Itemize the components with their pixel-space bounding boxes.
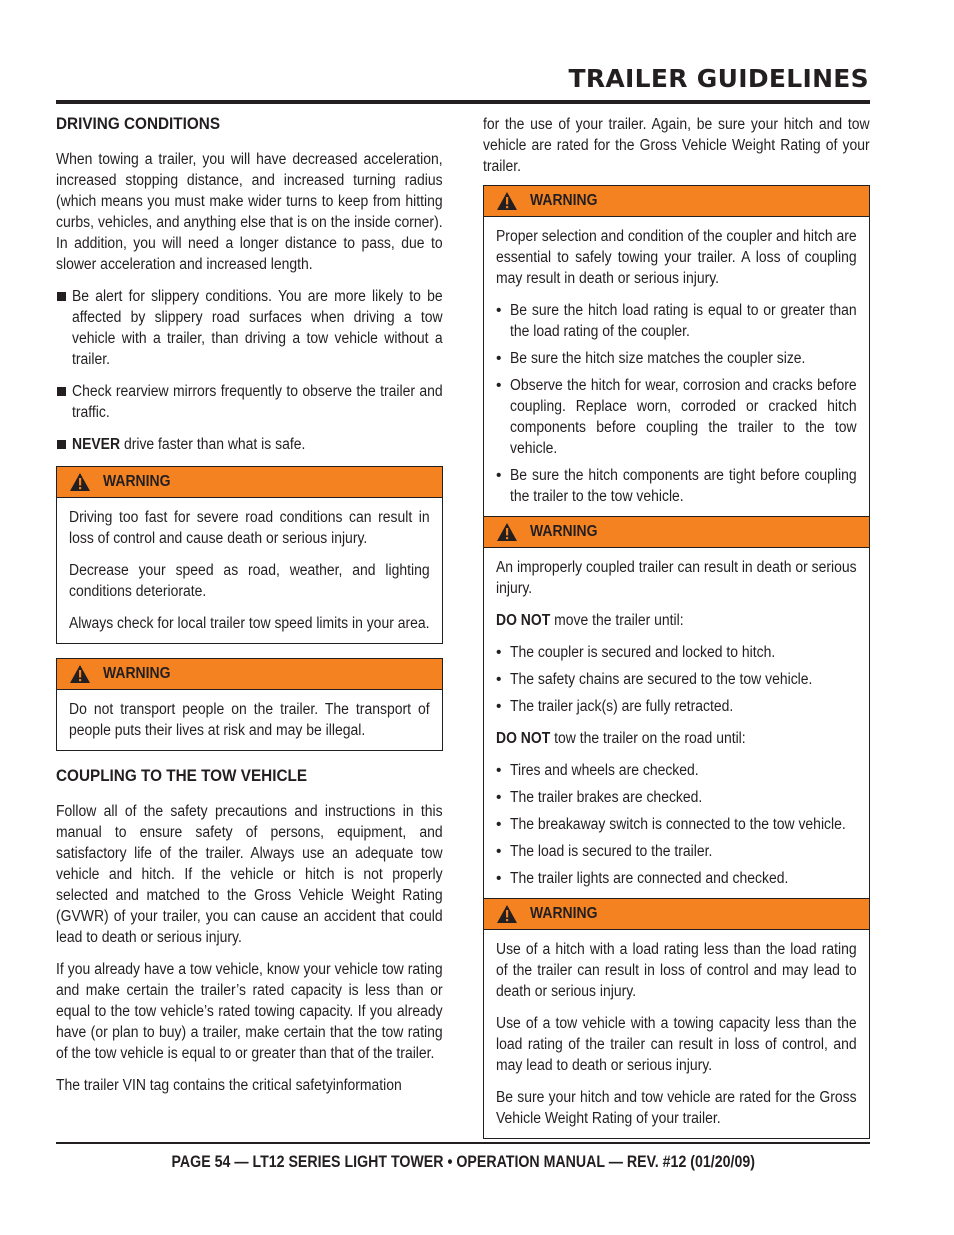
- list-item: • The trailer lights are connected and checked.: [496, 870, 789, 887]
- move-checklist: [496, 642, 857, 717]
- warning-label: WARNING: [103, 665, 171, 682]
- list-item: • Be sure the hitch size matches the coupler size.: [496, 350, 806, 367]
- list-item: • The load is secured to the trailer.: [496, 843, 713, 860]
- driving-intro: When towing a trailer, you will have decreased acceleration, increased stopping distance, and increased turning radius (which means you must make wider turns to keep from hitting curbs, vehicles, and anything else that is on the inside corner). In addition, you will need a longer distance to pass, due to slower acceleration and increased length.: [56, 151, 443, 273]
- warning-label: WARNING: [530, 905, 598, 922]
- warning-triangle-icon: [496, 904, 518, 924]
- warning-label: WARNING: [530, 523, 598, 540]
- header-rule: [56, 100, 870, 104]
- warning-label: WARNING: [103, 473, 171, 490]
- footer-rule: [56, 1142, 870, 1144]
- coupling-heading: COUPLING TO THE TOW VEHICLE: [56, 766, 308, 785]
- warning-box-people: WARNING Do not transport people on the trailer. The transport of people puts their lives at risk and may be illegal.: [56, 658, 443, 751]
- warning-bar: [484, 899, 869, 930]
- warning-box-hitch-rating: WARNING Use of a hitch with a load rating less than the load rating of the trailer can result in loss of control and may lead to death or serious injury. Use of a tow vehicle with a towing capacity less than the load rating of the trailer can result in loss of control, and may lead to death or serious injury. Be sure your hitch and tow vehicle are rated for the Gross Vehicle Weight Rating of your trailer.: [483, 898, 870, 1139]
- left-column: [56, 113, 443, 1107]
- do-not-emphasis: DO NOT: [496, 730, 551, 747]
- list-item: • The safety chains are secured to the tow vehicle.: [496, 671, 813, 688]
- square-bullet-icon: [57, 292, 66, 301]
- continuation-paragraph: for the use of your trailer. Again, be sure your hitch and tow vehicle are rated for the Gross Vehicle Weight Rating of your trailer.: [483, 116, 870, 175]
- warning-bar: [484, 517, 869, 548]
- page-footer: PAGE 54 — LT12 SERIES LIGHT TOWER • OPERATION MANUAL — REV. #12 (01/20/09): [171, 1153, 755, 1171]
- never-emphasis: NEVER: [72, 436, 121, 453]
- list-item: Be alert for slippery conditions. You are more likely to be affected by slippery road surfaces when driving a tow vehicle with a trailer, than driving a tow vehicle without a trailer.: [56, 286, 443, 370]
- warning-box-coupler: WARNING Proper selection and condition of the coupler and hitch are essential to safely towing your trailer. A loss of coupling may result in death or serious injury. • Be sure the hitch load rating is equal to or greater than the load rating of the coupler. • Be sure the hitch size matches the coupler size. • Observe the hitch for wear, corrosion and cracks before coupling. Replace worn, corroded or cracked hitch components before coupling the trailer to the tow vehicle. • Be sure the hitch components are tight before coupling the trailer to the tow vehicle.: [483, 185, 870, 517]
- warning-triangle-icon: [69, 472, 91, 492]
- tow-checklist: [496, 760, 857, 889]
- list-item: • Be sure the hitch components are tight before coupling the trailer to the tow vehicle.: [496, 467, 857, 505]
- page-title: TRAILER GUIDELINES: [568, 64, 869, 93]
- list-item: • Observe the hitch for wear, corrosion and cracks before coupling. Replace worn, corroded or cracked hitch components before coupling the trailer to the tow vehicle.: [496, 377, 857, 457]
- coupling-paragraph: The trailer VIN tag contains the critical safetyinformation: [56, 1077, 402, 1094]
- hitch-checklist: [496, 300, 857, 507]
- warning-triangle-icon: [496, 191, 518, 211]
- list-item: • The breakaway switch is connected to the tow vehicle.: [496, 816, 846, 833]
- driving-bullet-list: [56, 286, 443, 455]
- warning-triangle-icon: [496, 522, 518, 542]
- right-column: [483, 114, 870, 1153]
- coupling-paragraph: If you already have a tow vehicle, know your vehicle tow rating and make certain the trailer’s rated capacity is less than or equal to the tow vehicle’s rated towing capacity. If you already have (or plan to buy) a trailer, make certain that the tow rating of the tow vehicle is equal to or greater than that of the trailer.: [56, 961, 443, 1062]
- list-item: • Be sure the hitch load rating is equal to or greater than the load rating of the coupler.: [496, 302, 857, 340]
- square-bullet-icon: [57, 387, 66, 396]
- list-item: • The trailer brakes are checked.: [496, 789, 703, 806]
- list-item: • The coupler is secured and locked to hitch.: [496, 644, 776, 661]
- warning-box-speed: WARNING Driving too fast for severe road conditions can result in loss of control and cause death or serious injury. Decrease your speed as road, weather, and lighting conditions deteriorate. Always check for local trailer tow speed limits in your area.: [56, 466, 443, 644]
- do-not-emphasis: DO NOT: [496, 612, 551, 629]
- warning-bar: [484, 186, 869, 217]
- driving-conditions-heading: DRIVING CONDITIONS: [56, 114, 221, 133]
- warning-bar: [57, 467, 442, 498]
- warning-label: WARNING: [530, 192, 598, 209]
- list-item: • The trailer jack(s) are fully retracted.: [496, 698, 734, 715]
- list-item: NEVER drive faster than what is safe.: [56, 434, 443, 455]
- list-item: • Tires and wheels are checked.: [496, 762, 699, 779]
- warning-triangle-icon: [69, 664, 91, 684]
- square-bullet-icon: [57, 440, 66, 449]
- warning-bar: [57, 659, 442, 690]
- warning-box-improper-coupling: WARNING An improperly coupled trailer can result in death or serious injury. DO NOT move the trailer until: • The coupler is secured and locked to hitch. • The safety chains are secured to the tow vehicle. • The trailer jack(s) are fully retracted. DO NOT tow the trailer on the road until: • Tires and wheels are checked. • The trailer brakes are checked. • The breakaway switch is connected to the tow vehicle. • The load is secured to the trailer. • The trailer lights are connected and checked.: [483, 516, 870, 899]
- list-item: Check rearview mirrors frequently to observe the trailer and traffic.: [56, 381, 443, 423]
- coupling-paragraph: Follow all of the safety precautions and instructions in this manual to ensure safety of persons, equipment, and satisfactory life of the trailer. Always use an adequate tow vehicle and hitch. If the vehicle or hitch is not properly selected and matched to the Gross Vehicle Weight Rating (GVWR) of your trailer, you can cause an accident that could lead to death or serious injury.: [56, 803, 443, 946]
